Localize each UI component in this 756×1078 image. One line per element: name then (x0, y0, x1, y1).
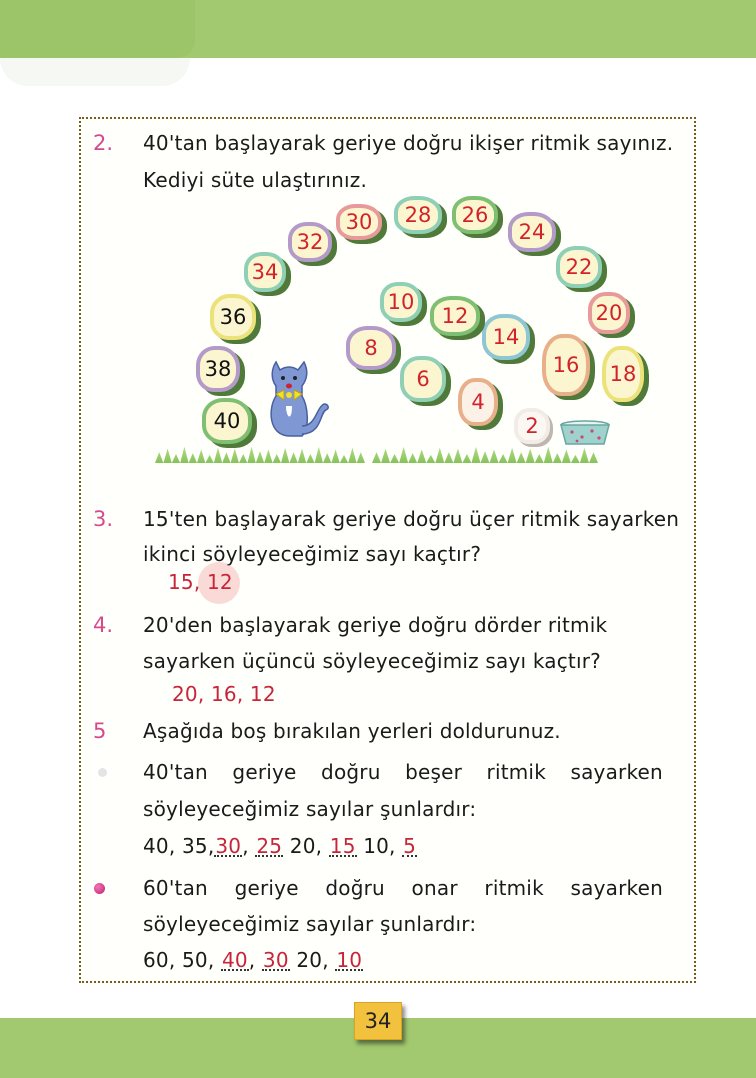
stone-30: 30 (336, 204, 382, 240)
word: beşer (405, 760, 463, 784)
stone-12: 12 (430, 296, 480, 336)
blank-answer[interactable]: 15 (329, 834, 356, 858)
stone-2: 2 (514, 408, 550, 444)
blank-answer[interactable]: 25 (256, 834, 283, 858)
stone-10: 10 (380, 282, 422, 322)
question-number-2: 2. (93, 131, 114, 155)
stone-28: 28 (394, 196, 442, 234)
blank-answer[interactable]: 30 (215, 834, 242, 858)
stone-18: 18 (602, 346, 644, 402)
top-band-tab (0, 0, 195, 58)
bullet-icon (94, 883, 105, 894)
stone-8: 8 (346, 326, 396, 370)
question-number-3: 3. (93, 507, 114, 531)
stone-36: 36 (210, 294, 256, 340)
stone-32: 32 (288, 222, 332, 262)
q3-answer: 15, 12 (168, 570, 233, 594)
stone-20: 20 (588, 292, 630, 334)
stone-4: 4 (458, 378, 498, 426)
stone-22: 22 (556, 246, 602, 288)
q2-line1: 40'tan başlayarak geriye doğru ikişer ritmik sayınız. (143, 131, 674, 155)
milk-bowl-icon (560, 420, 610, 446)
word: doğru (325, 876, 385, 900)
blank-answer[interactable]: 5 (403, 834, 417, 858)
blank-answer[interactable]: 40 (221, 948, 248, 972)
q5-instruction: Aşağıda boş bırakılan yerleri doldurunuz. (143, 719, 561, 743)
word: 40'tan (143, 760, 208, 784)
q4-line2: sayarken üçüncü söyleyeceğimiz sayı kaçtır? (143, 649, 601, 673)
word: onar (411, 876, 458, 900)
word: sayarken (570, 760, 663, 784)
blank-answer[interactable]: 30 (262, 948, 289, 972)
page-number-badge: 34 (354, 1002, 402, 1040)
q3-line1: 15'ten başlayarak geriye doğru üçer ritmik sayarken (143, 507, 680, 531)
given-numbers: 40, 35, (143, 834, 215, 858)
q5b-line1 (143, 876, 663, 900)
stone-24: 24 (508, 212, 556, 252)
given-numbers: 60, 50, (143, 948, 215, 972)
word: doğru (321, 760, 381, 784)
given-numbers: 10, (363, 834, 396, 858)
q5b-line2: söyleyeceğimiz sayılar şunlardır: (143, 912, 477, 936)
stone-6: 6 (400, 356, 446, 402)
word: geriye (232, 760, 297, 784)
word: geriye (234, 876, 299, 900)
stone-26: 26 (452, 196, 498, 234)
stone-40: 40 (202, 398, 252, 444)
bullet-icon (98, 768, 107, 777)
blank-answer[interactable]: 10 (336, 948, 363, 972)
given-numbers: 20, (289, 834, 323, 858)
q4-line1: 20'den başlayarak geriye doğru dörder ritmik (143, 613, 608, 637)
q5a-line2: söyleyeceğimiz sayılar şunlardır: (143, 797, 477, 821)
word: 60'tan (143, 876, 208, 900)
q5a-line1 (143, 760, 663, 784)
top-band-shadow (0, 58, 190, 86)
word: ritmik (484, 876, 544, 900)
q5a-sequence: 40, 35,30, 25 20, 15 10, 5 (143, 834, 417, 858)
q4-answer: 20, 16, 12 (172, 682, 276, 706)
word: ritmik (486, 760, 546, 784)
given-numbers: 20, (296, 948, 329, 972)
stone-34: 34 (244, 252, 286, 292)
stone-16: 16 (542, 334, 590, 396)
word: sayarken (570, 876, 663, 900)
q2-line2: Kediyi süte ulaştırınız. (143, 168, 367, 192)
q5b-sequence: 60, 50, 40, 30 20, 10 (143, 948, 363, 972)
question-number-5: 5 (93, 719, 107, 743)
stone-14: 14 (482, 314, 530, 360)
stone-38: 38 (196, 346, 240, 392)
question-number-4: 4. (93, 613, 114, 637)
q3-line2: ikinci söyleyeceğimiz sayı kaçtır? (143, 542, 482, 566)
cat-icon (250, 348, 330, 438)
